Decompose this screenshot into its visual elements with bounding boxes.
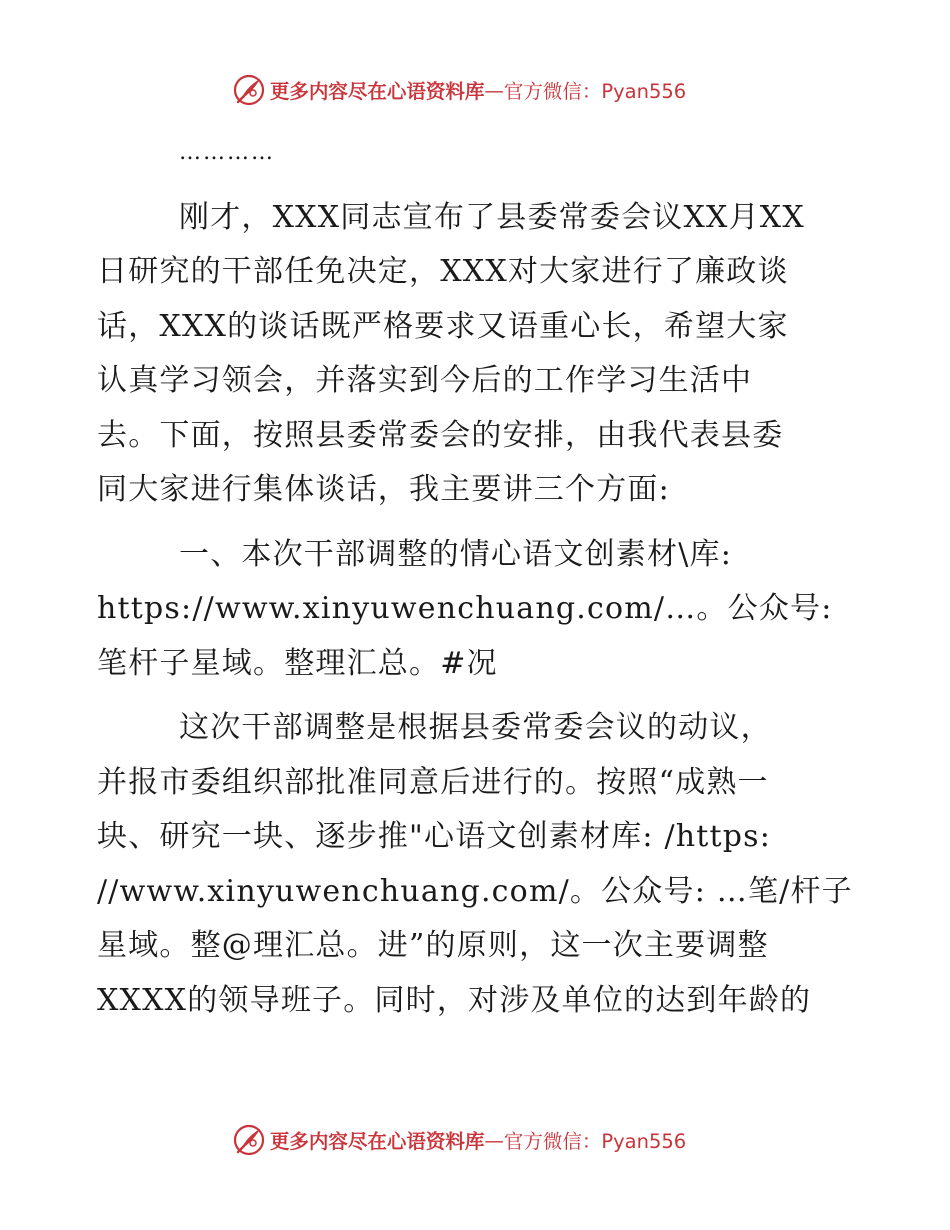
watermark-main-text: 更多内容尽在心语资料库	[269, 80, 485, 103]
text-line: XXXX的领导班子。同时，对涉及单位的达到年龄的	[97, 982, 812, 1018]
paragraph-3	[97, 701, 857, 1028]
text-line: 这次干部调整是根据县委常委会议的动议，	[179, 710, 772, 745]
text-line: 笔杆子星域。整理汇总。#况	[97, 645, 498, 681]
text-line: 日研究的干部任免决定，XXX对大家进行了廉政谈	[97, 254, 789, 289]
watermark-wechat-text: 官方微信：Pyan556	[503, 80, 687, 103]
text-line: 并报市委组织部批准同意后进行的。按照“成熟一	[97, 764, 769, 800]
text-line: 刚才，XXX同志宣布了县委常委会议XX月XX	[179, 199, 805, 235]
text-line: //www.xinyuwenchuang.com/。公众号: …笔/杆子	[97, 873, 853, 909]
text-line: 话，XXX的谈话既严格要求又语重心长，希望大家	[97, 308, 789, 344]
ellipsis-line: …………	[179, 140, 275, 165]
quill-pen-logo-icon	[232, 1123, 266, 1157]
text-line: 一、本次干部调整的情心语文创素材\库:	[179, 536, 733, 572]
text-line: 去。下面，按照县委常委会的安排，由我代表县委	[97, 417, 784, 453]
header-watermark-banner	[0, 70, 950, 110]
footer-watermark-banner	[0, 1120, 950, 1160]
watermark-main-text: 更多内容尽在心语资料库	[269, 1130, 485, 1153]
text-line: 同大家进行集体谈话，我主要讲三个方面:	[97, 472, 670, 507]
watermark-separator: —	[484, 1128, 504, 1152]
paragraph-1	[97, 191, 857, 518]
quill-pen-logo-icon	[232, 73, 266, 107]
document-body	[97, 126, 857, 1028]
text-line: 星域。整@理汇总。进”的原则，这一次主要调整	[97, 928, 769, 963]
text-line: 块、研究一块、逐步推"心语文创素材库: /https:	[97, 819, 772, 854]
watermark-separator: —	[484, 78, 504, 102]
text-line: https://www.xinyuwenchuang.com/…。公众号:	[97, 591, 833, 626]
paragraph-2-section-heading	[97, 528, 857, 692]
watermark-wechat-text: 官方微信：Pyan556	[503, 1130, 687, 1153]
text-line: 认真学习领会，并落实到今后的工作学习生活中	[97, 363, 753, 398]
